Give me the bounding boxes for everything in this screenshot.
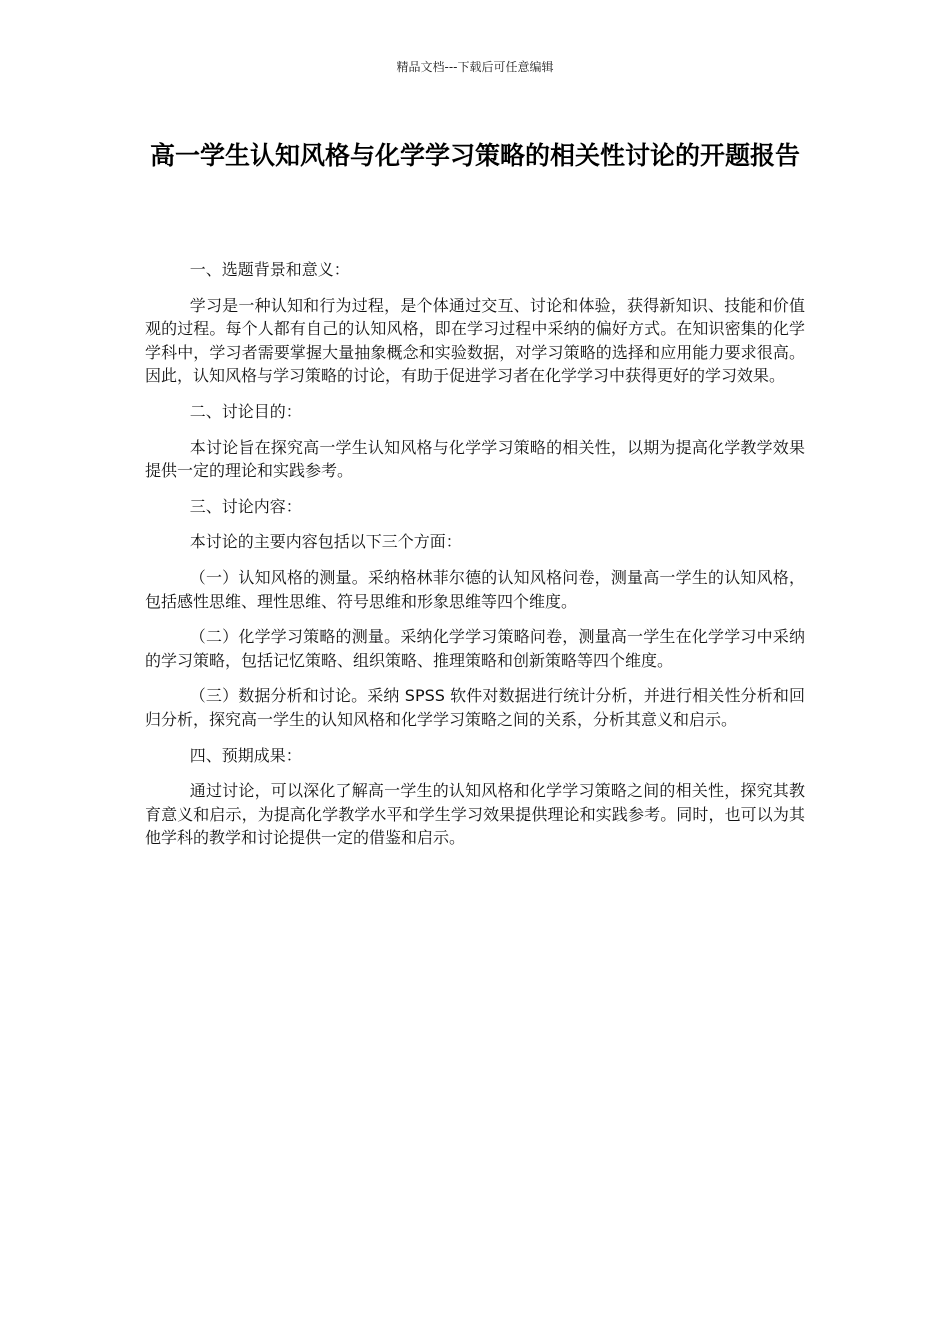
paragraph-purpose: 本讨论旨在探究高一学生认知风格与化学学习策略的相关性，以期为提高化学教学效果提供一定的理论和实践参考。	[145, 437, 805, 481]
section-heading-background: 一、选题背景和意义：	[189, 260, 350, 279]
paragraph-content-item-2: （二）化学学习策略的测量。采纳化学学习策略问卷，测量高一学生在化学学习中采纳的学习策略，包括记忆策略、组织策略、推理策略和创新策略等四个维度。	[145, 627, 805, 670]
paragraph-content-item-3: （三）数据分析和讨论。采纳 SPSS 软件对数据进行统计分析，并进行相关性分析和回归分析，探究高一学生的认知风格和化学学习策略之间的关系，分析其意义和启示。	[145, 686, 805, 729]
section-heading-outcomes: 四、预期成果：	[189, 745, 302, 765]
section-heading-content: 三、讨论内容：	[189, 496, 302, 516]
section-heading-purpose: 二、讨论目的：	[189, 401, 302, 421]
page-header-watermark: 精品文档---下载后可任意编辑	[396, 60, 554, 74]
paragraph-background: 学习是一种认知和行为过程，是个体通过交互、讨论和体验，获得新知识、技能和价值观的过程。每个人都有自己的认知风格，即在学习过程中采纳的偏好方式。在知识密集的化学学科中，学习者需要掌握大量抽象概念和实验数据，对学习策略的选择和应用能力要求很高。因此，认知风格与学习策略的讨论，有助于促进学习者在化学学习中获得更好的学习效果。	[145, 295, 805, 386]
document-body	[145, 258, 805, 862]
paragraph-outcomes: 通过讨论，可以深化了解高一学生的认知风格和化学学习策略之间的相关性，探究其教育意义和启示，为提高化学教学水平和学生学习效果提供理论和实践参考。同时，也可以为其他学科的教学和讨论提供一定的借鉴和启示。	[145, 781, 805, 848]
document-title: 高一学生认知风格与化学学习策略的相关性讨论的开题报告	[149, 141, 800, 170]
paragraph-content-item-1: （一）认知风格的测量。采纳格林菲尔德的认知风格问卷，测量高一学生的认知风格，包括感性思维、理性思维、符号思维和形象思维等四个维度。	[145, 567, 805, 611]
paragraph-content-intro: 本讨论的主要内容包括以下三个方面：	[189, 532, 462, 552]
